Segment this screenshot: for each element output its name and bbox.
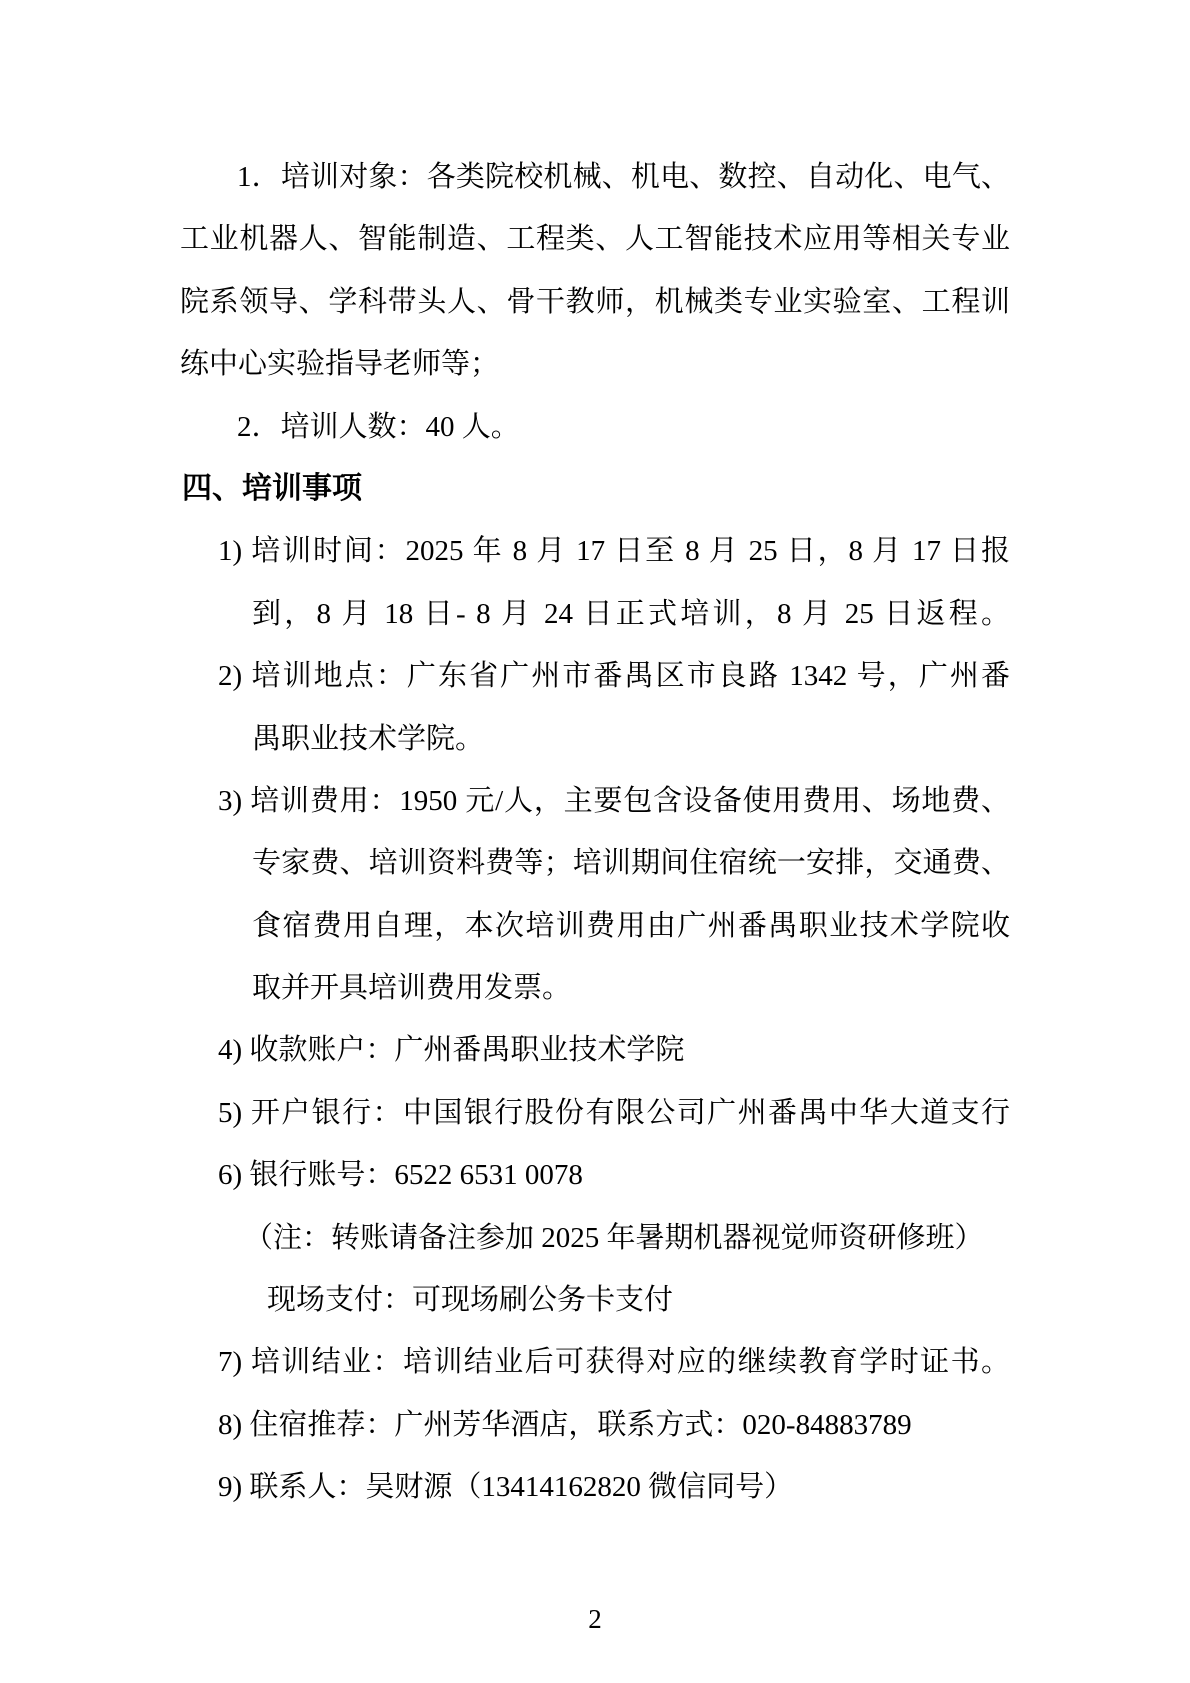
text-line: 6) 银行账号：6522 6531 0078 (218, 1159, 583, 1192)
text-line: 7) 培训结业：培训结业后可获得对应的继续教育学时证书。 (218, 1346, 1010, 1379)
text-line: 8) 住宿推荐：广州芳华酒店，联系方式：020-84883789 (218, 1408, 912, 1441)
document-body (180, 146, 1010, 1519)
text-line: 专家费、培训资料费等；培训期间住宿统一安排，交通费、 (252, 847, 1010, 880)
text-line: 1) 培训时间：2025 年 8 月 17 日至 8 月 25 日，8 月 17 日报 (218, 535, 1010, 568)
text-line: 5) 开户银行：中国银行股份有限公司广州番禺中华大道支行 (218, 1096, 1010, 1129)
text-line: 2．培训人数：40 人。 (237, 410, 520, 443)
text-line: （注：转账请备注参加 2025 年暑期机器视觉师资研修班） (244, 1221, 984, 1254)
text-line: 到，8 月 18 日- 8 月 24 日正式培训，8 月 25 日返程。 (252, 597, 1010, 630)
text-line: 3) 培训费用：1950 元/人，主要包含设备使用费用、场地费、 (218, 784, 1010, 817)
text-line: 9) 联系人：吴财源（13414162820 微信同号） (218, 1471, 794, 1504)
text-line: 练中心实验指导老师等； (180, 348, 500, 381)
page-number: 2 (588, 1604, 602, 1634)
text-line: 取并开具培训费用发票。 (252, 972, 572, 1005)
text-line: 食宿费用自理，本次培训费用由广州番禺职业技术学院收 (252, 909, 1010, 942)
text-line: 院系领导、学科带头人、骨干教师，机械类专业实验室、工程训 (180, 285, 1010, 318)
section-heading: 四、培训事项 (182, 471, 362, 505)
text-line: 现场支付：可现场刷公务卡支付 (267, 1284, 674, 1317)
text-line: 4) 收款账户：广州番禺职业技术学院 (218, 1034, 685, 1067)
text-line: 2) 培训地点：广东省广州市番禺区市良路 1342 号，广州番 (218, 660, 1010, 693)
text-line: 工业机器人、智能制造、工程类、人工智能技术应用等相关专业 (180, 223, 1010, 256)
text-line: 禺职业技术学院。 (252, 722, 485, 755)
text-line: 1．培训对象：各类院校机械、机电、数控、自动化、电气、 (237, 161, 1010, 193)
